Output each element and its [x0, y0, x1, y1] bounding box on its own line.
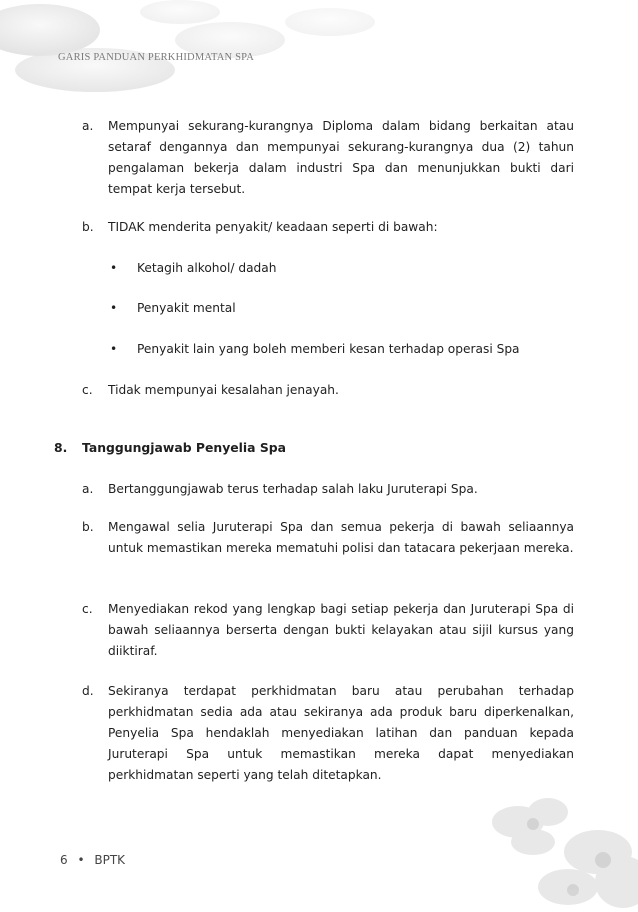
list-text: TIDAK menderita penyakit/ keadaan seperti di bawah: — [108, 220, 438, 234]
footer-orchid-decoration — [398, 782, 638, 912]
list-text: Menyediakan rekod yang lengkap bagi setiap pekerja dan Juruterapi Spa di bawah seliaannya berserta dengan bukti kelayakan atau sijil kursus yang diiktiraf. — [108, 602, 574, 658]
footer-organization: BPTK — [94, 853, 126, 867]
list-label: b. — [82, 220, 94, 234]
list-text: Mempunyai sekurang-kurangnya Diploma dalam bidang berkaitan atau setaraf dengannya dan mempunyai sekurang-kurangnya dua (2) tahun pengalaman bekerja dalam industri Spa dan menunjukkan bukti dari tempat kerja tersebut. — [108, 119, 574, 196]
page-number: 6 — [60, 853, 68, 867]
section-title: Tanggungjawab Penyelia Spa — [82, 440, 286, 455]
section-item-a — [82, 479, 574, 500]
page-footer — [60, 853, 131, 867]
bullet-symbol: • — [110, 301, 118, 315]
list-text: Mengawal selia Juruterapi Spa dan semua pekerja di bawah seliaannya untuk memastikan mereka mematuhi polisi dan tatacara pekerjaan mereka. — [108, 520, 574, 555]
list-label: a. — [82, 482, 94, 496]
list-label: c. — [82, 602, 93, 616]
list-label: a. — [82, 119, 94, 133]
bullet-text: Penyakit lain yang boleh memberi kesan terhadap operasi Spa — [137, 342, 520, 356]
list-label: c. — [82, 383, 93, 397]
list-label: d. — [82, 684, 94, 698]
section-item-d — [82, 681, 574, 786]
footer-separator: • — [77, 853, 85, 867]
list-text: Tidak mempunyai kesalahan jenayah. — [108, 383, 339, 397]
list-item-c — [82, 380, 574, 401]
bullet-text: Ketagih alkohol/ dadah — [137, 261, 277, 275]
list-label: b. — [82, 520, 94, 534]
bullet-symbol: • — [110, 261, 118, 275]
running-header: GARIS PANDUAN PERKHIDMATAN SPA — [58, 52, 255, 63]
bullet-symbol: • — [110, 342, 118, 356]
list-item-b — [82, 217, 574, 238]
header-stones-decoration — [0, 0, 638, 100]
section-item-b — [82, 517, 574, 580]
section-number: 8. — [54, 440, 68, 455]
bullet-text: Penyakit mental — [137, 301, 236, 315]
list-text: Sekiranya terdapat perkhidmatan baru atau perubahan terhadap perkhidmatan sedia ada atau sekiranya ada produk baru diperkenalkan, Penyelia Spa hendaklah menyediakan latihan dan panduan kepada Juruterapi Spa untuk memastikan mereka dapat menyediakan perkhidmatan seperti yang telah ditetapkan. — [108, 684, 574, 782]
list-item-a — [82, 116, 574, 200]
section-item-c — [82, 599, 574, 662]
list-text: Bertanggungjawab terus terhadap salah laku Juruterapi Spa. — [108, 482, 478, 496]
